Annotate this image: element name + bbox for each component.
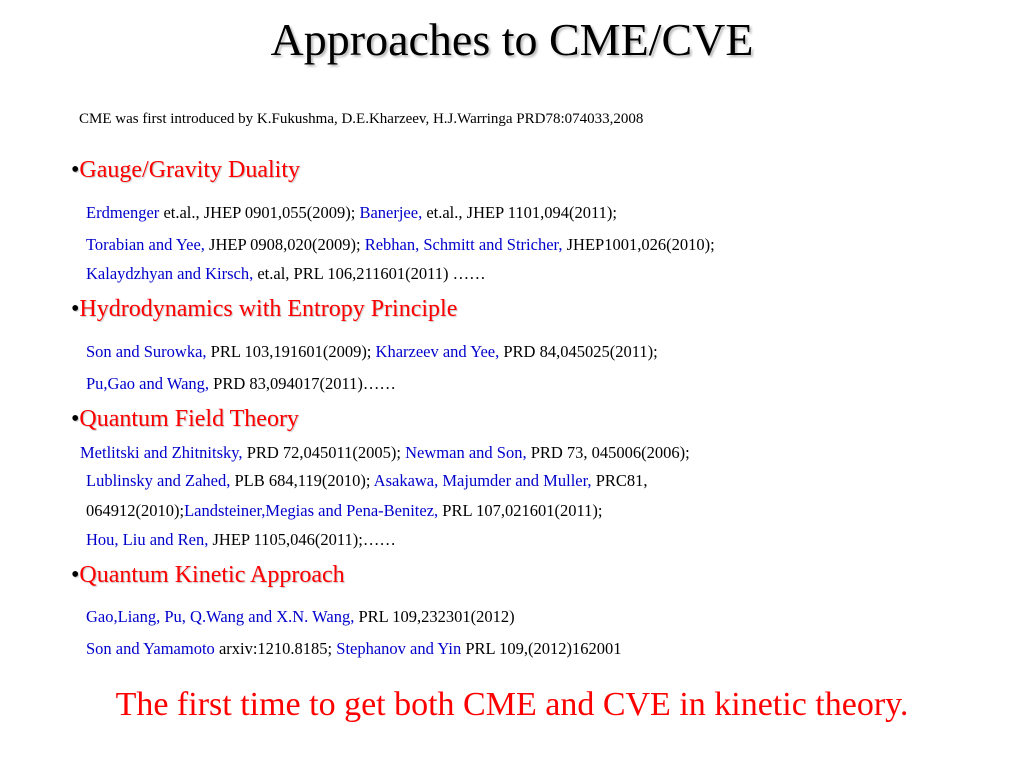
heading-text: Quantum Field Theory (79, 406, 299, 432)
author-names: Erdmenger (86, 203, 160, 222)
reference-line (86, 500, 602, 522)
author-names: Son and Surowka, (86, 342, 207, 361)
author-names: Son and Yamamoto (86, 639, 215, 658)
author-names: Asakawa, Majumder and Muller, (373, 471, 592, 490)
slide-title: Approaches to CME/CVE (270, 14, 754, 65)
section-heading (71, 404, 299, 434)
author-names: Pu,Gao and Wang, (86, 374, 210, 393)
reference-line (80, 442, 690, 464)
citation-text: PRD 84,045025(2011); (499, 342, 658, 361)
reference-line (86, 470, 648, 492)
author-names: Banerjee, (359, 203, 423, 222)
citation-text: JHEP 1105,046(2011);…… (208, 530, 396, 549)
author-names: Kalaydzhyan and Kirsch, (86, 264, 254, 283)
reference-line (86, 529, 396, 551)
bullet: • (71, 562, 80, 588)
author-names: Rebhan, Schmitt and Stricher, (364, 235, 563, 254)
citation-text: PRL 107,021601(2011); (438, 501, 603, 520)
bullet: • (71, 157, 80, 183)
bullet: • (71, 406, 80, 432)
citation-text: PRL 109,(2012)162001 (461, 639, 622, 658)
citation-text: PRC81, (591, 471, 648, 490)
citation-text: 064912(2010); (86, 501, 185, 520)
citation-text: PRD 83,094017(2011)…… (209, 374, 396, 393)
citation-text: PRD 72,045011(2005); (242, 443, 406, 462)
reference-line (86, 263, 486, 285)
heading-text: Gauge/Gravity Duality (79, 157, 301, 183)
reference-line (86, 234, 715, 256)
author-names: Gao,Liang, Pu, Q.Wang and X.N. Wang, (86, 607, 355, 626)
citation-text: JHEP1001,026(2010); (562, 235, 715, 254)
section-heading (71, 155, 300, 185)
citation-text: PRL 109,232301(2012) (354, 607, 515, 626)
author-names: Landsteiner,Megias and Pena-Benitez, (184, 501, 439, 520)
reference-line (86, 341, 658, 363)
reference-line (86, 373, 396, 395)
citation-text: et.al, PRL 106,211601(2011) …… (253, 264, 486, 283)
author-names: Stephanov and Yin (336, 639, 462, 658)
author-names: Torabian and Yee, (86, 235, 205, 254)
author-names: Lublinsky and Zahed, (86, 471, 231, 490)
citation-text: et.al., JHEP 1101,094(2011); (422, 203, 617, 222)
reference-line (86, 606, 515, 628)
citation-text: arxiv:1210.8185; (214, 639, 337, 658)
section-heading (71, 294, 457, 324)
citation-text: PRL 103,191601(2009); (206, 342, 376, 361)
citation-text: PRD 73, 045006(2006); (526, 443, 690, 462)
reference-line (86, 202, 617, 224)
intro-line: CME was first introduced by K.Fukushma, D.E.Kharzeev, H.J.Warringa PRD78:074033,2008 (79, 111, 644, 127)
heading-text: Hydrodynamics with Entropy Principle (79, 296, 458, 322)
author-names: Metlitski and Zhitnitsky, (80, 443, 243, 462)
heading-text: Quantum Kinetic Approach (79, 562, 345, 588)
author-names: Kharzeev and Yee, (375, 342, 500, 361)
citation-text: PLB 684,119(2010); (230, 471, 374, 490)
citation-text: et.al., JHEP 0901,055(2009); (159, 203, 360, 222)
conclusion: The first time to get both CME and CVE in kinetic theory. (115, 686, 909, 723)
bullet: • (71, 296, 80, 322)
reference-line (86, 638, 622, 660)
author-names: Newman and Son, (405, 443, 527, 462)
citation-text: JHEP 0908,020(2009); (204, 235, 365, 254)
author-names: Hou, Liu and Ren, (86, 530, 209, 549)
section-heading (71, 560, 345, 590)
